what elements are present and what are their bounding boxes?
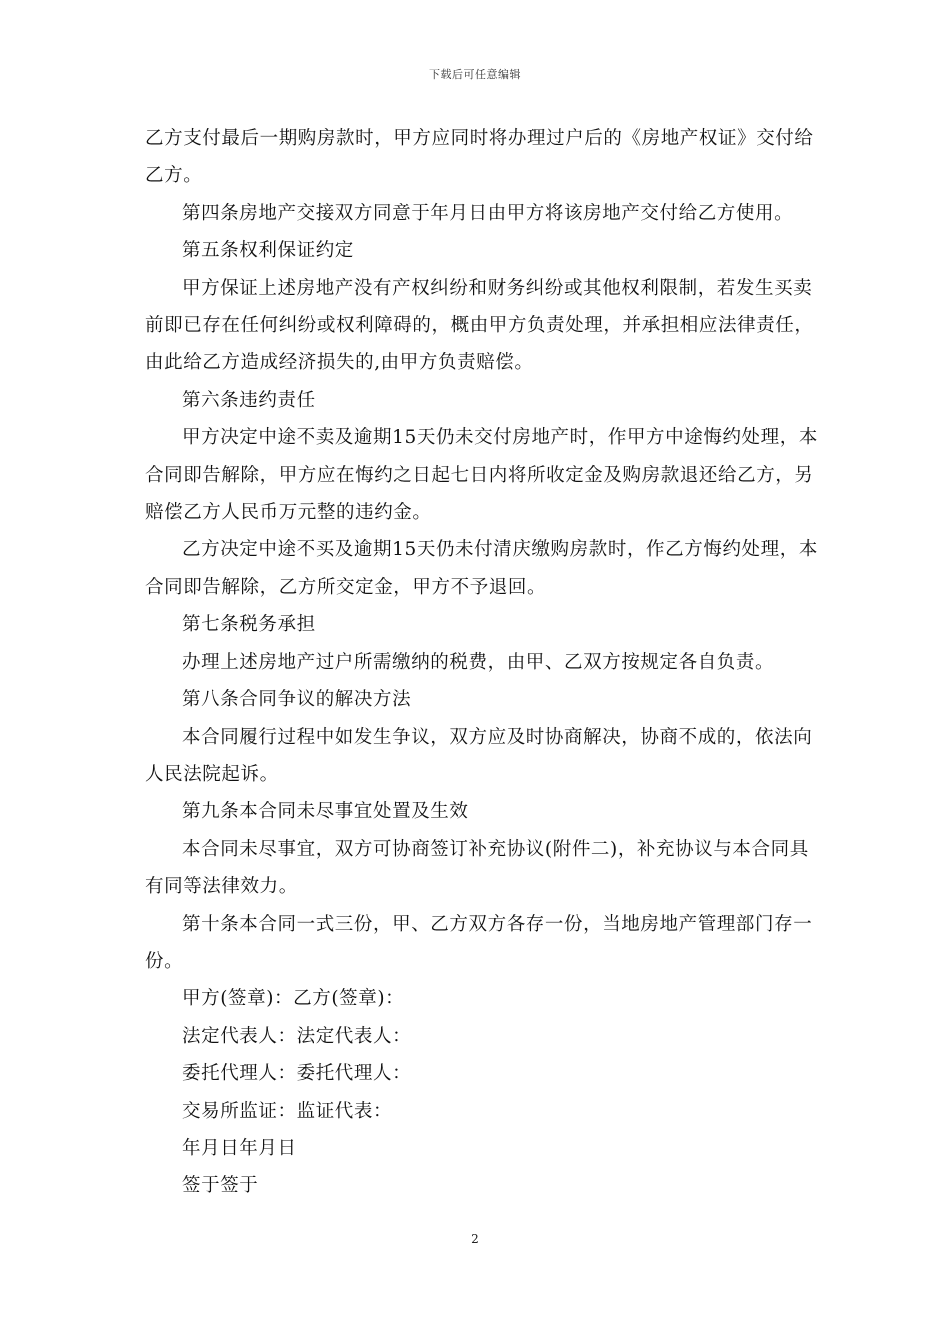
paragraph: 第十条本合同一式三份，甲、乙方双方各存一份，当地房地产管理部门存一份。 [145, 913, 813, 972]
paragraph: 乙方决定中途不买及逾期15天仍未付清庆缴购房款时，作乙方悔约处理，本合同即告解除，乙方所交定金，甲方不予退回。 [145, 539, 818, 598]
page-number: 2 [471, 1232, 479, 1246]
contract-body [145, 120, 820, 1205]
section-heading: 第九条本合同未尽事宜处置及生效 [182, 801, 469, 823]
paragraph: 本合同未尽事宜，双方可协商签订补充协议(附件二)，补充协议与本合同具有同等法律效力。 [145, 838, 809, 898]
section-heading: 第五条权利保证约定 [182, 240, 354, 262]
section-heading: 第七条税务承担 [182, 614, 316, 636]
signature-line: 法定代表人：法定代表人： [182, 1025, 412, 1047]
paragraph: 办理上述房地产过户所需缴纳的税费，由甲、乙双方按规定各自负责。 [182, 651, 775, 673]
signature-line: 甲方(签章)：乙方(签章)： [182, 988, 405, 1010]
paragraph: 乙方支付最后一期购房款时，甲方应同时将办理过户后的《房地产权证》交付给乙方。 [145, 128, 814, 187]
paragraph: 第四条房地产交接双方同意于年月日由甲方将该房地产交付给乙方使用。 [182, 202, 794, 224]
section-heading: 第八条合同争议的解决方法 [182, 689, 412, 711]
signature-line: 交易所监证：监证代表： [182, 1100, 393, 1122]
paragraph: 甲方决定中途不卖及逾期15天仍未交付房地产时，作甲方中途悔约处理，本合同即告解除，甲方应在悔约之日起七日内将所收定金及购房款退还给乙方，另赔偿乙方人民币万元整的违约金。 [145, 427, 818, 524]
paragraph: 甲方保证上述房地产没有产权纠纷和财务纠纷或其他权利限制，若发生买卖前即已存在任何纠纷或权利障碍的，概由甲方负责处理，并承担相应法律责任，由此给乙方造成经济损失的,由甲方负责赔偿。 [145, 277, 814, 374]
date-line: 年月日年月日 [182, 1137, 297, 1159]
paragraph: 本合同履行过程中如发生争议，双方应及时协商解决，协商不成的，依法向人民法院起诉。 [145, 726, 813, 785]
section-heading: 第六条违约责任 [182, 389, 316, 411]
signed-at-line: 签于签于 [182, 1175, 259, 1197]
page-header: 下载后可任意编辑 [429, 68, 521, 81]
signature-line: 委托代理人：委托代理人： [182, 1063, 412, 1085]
